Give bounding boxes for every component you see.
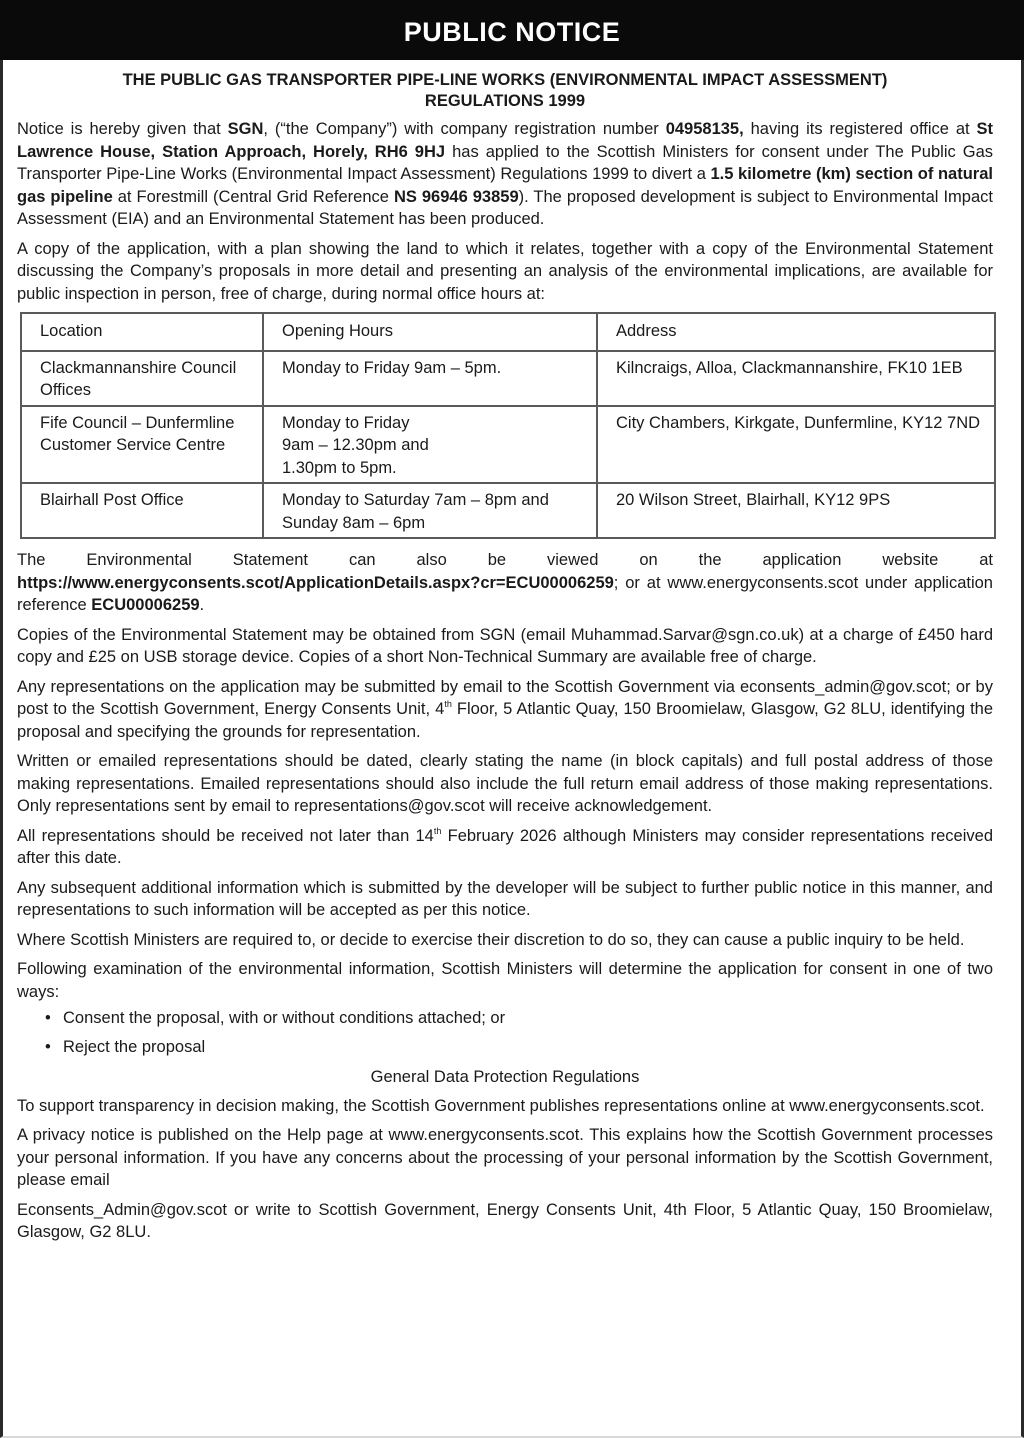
banner-title: PUBLIC NOTICE [403,16,621,47]
table-row [21,406,995,484]
address-cell: City Chambers, Kirkgate, Dunfermline, KY12 7ND [597,406,995,484]
determination-paragraph: Following examination of the environmental information, Scottish Ministers will determine the application for consent in one of two ways: [17,960,993,1001]
intro-text: ). The proposed development is subject to Environmental Impact Assessment (EIA) and an Environmental Statement has been produced. [17,187,993,228]
deadline-text: All representations should be received not later than 14 [17,826,434,845]
ordinal-suffix: th [433,825,442,836]
representations-text: Floor, 5 Atlantic Quay, 150 Broomielaw, Glasgow, G2 8LU, identifying the proposal and specifying the grounds for representation. [17,700,994,741]
option-text: Reject the proposal [63,1037,206,1056]
registration-number: 04958135, [665,120,744,138]
table-row [21,483,995,538]
transparency-paragraph: To support transparency in decision making, the Scottish Government publishes representations online at www.energyconsents.scot. [17,1096,985,1115]
table-header-row [21,313,995,351]
representations-paragraph [17,676,993,744]
hours-cell: Monday to Saturday 7am – 8pm and Sunday 8am – 6pm [263,483,597,538]
intro-text: , (“the Company”) with company registration number [263,120,666,138]
grid-reference: NS 96946 93859 [393,187,519,206]
hours-line: 9am – 12.30pm and [282,436,429,454]
column-header-location: Location [21,313,263,351]
hours-line: Monday to Friday [282,413,410,432]
deadline-paragraph [17,825,993,870]
privacy-notice-paragraph: A privacy notice is published on the Help page at www.energyconsents.scot. This explains how the Scottish Government processes your personal information. If you have any concerns about the processing of your personal information by the Scottish Government, please email [17,1126,993,1189]
deadline-text: February 2026 although Ministers may consider representations received after this date. [17,826,993,867]
public-inquiry-paragraph: Where Scottish Ministers are required to, or decide to exercise their discretion to do so, they can cause a public inquiry to be held. [17,930,965,949]
location-cell: Blairhall Post Office [21,483,263,538]
notice-body [3,70,1021,1244]
address-cell: Kilncraigs, Alloa, Clackmannanshire, FK10 1EB [597,351,995,406]
project-description: 1.5 kilometre (km) section of natural gas pipeline [17,165,993,206]
hours-line: 1.30pm to 5pm. [282,458,397,477]
copy-availability-paragraph: A copy of the application, with a plan showing the land to which it relates, together with a copy of the Environmental Statement discussing the Company’s proposals in more detail and presenting an analysis of the environmental implications, are available for public inspection in person, free of charge, during normal office hours at: [17,239,993,303]
column-header-address: Address [597,313,995,351]
gdpr-heading: General Data Protection Regulations [370,1068,640,1086]
column-header-opening-hours: Opening Hours [263,313,597,351]
intro-text: has applied to the Scottish Ministers for consent under The Public Gas Transporter Pipe-Line Works (Environmental Impact Assessment) Regulations 1999 to divert a [17,142,994,183]
list-item [45,1007,993,1030]
intro-text: Notice is hereby given that [17,120,228,138]
inspection-locations-table [20,312,996,539]
website-text: ; or at www.energyconsents.scot under application reference [17,573,993,614]
intro-text: having its registered office at [743,120,977,138]
location-cell: Fife Council – Dunfermline Customer Service Centre [21,406,263,484]
company-name: SGN [227,120,264,138]
notice-banner [0,0,1024,60]
bullet-icon: • [45,1037,51,1056]
location-cell: Clackmannanshire Council Offices [21,351,263,406]
website-text: . [199,596,205,614]
hours-cell [263,406,597,484]
bullet-icon: • [45,1009,51,1027]
option-text: Consent the proposal, with or without conditions attached; or [63,1009,506,1027]
determination-options-list [17,1007,993,1058]
website-paragraph [17,549,993,617]
table-row [21,351,995,406]
application-reference: ECU00006259 [91,596,200,614]
regulations-title: THE PUBLIC GAS TRANSPORTER PIPE-LINE WORKS (ENVIRONMENTAL IMPACT ASSESSMENT) REGULATIONS 1999 [122,71,888,110]
hours-cell: Monday to Friday 9am – 5pm. [263,351,597,406]
representations-text: Any representations on the application may be submitted by email to the Scottish Government via econsents_admin@gov.scot; or by post to the Scottish Government, Energy Consents Unit, 4 [17,677,993,718]
address-cell: 20 Wilson Street, Blairhall, KY12 9PS [597,483,995,538]
written-representations-paragraph: Written or emailed representations should be dated, clearly stating the name (in block capitals) and full postal address of those making representations. Emailed representations should also include the full return email address of those making representations. Only representations sent by email to representations@gov.scot will receive acknowledgement. [17,752,993,815]
application-url-link[interactable]: https://www.energyconsents.scot/ApplicationDetails.aspx?cr=ECU00006259 [17,573,614,592]
intro-paragraph [17,118,993,231]
list-item [45,1036,993,1059]
intro-text: at Forestmill (Central Grid Reference [112,187,394,206]
contact-paragraph: Econsents_Admin@gov.scot or write to Scottish Government, Energy Consents Unit, 4th Floor, 5 Atlantic Quay, 150 Broomielaw, Glasgow, G2 8LU. [17,1200,993,1241]
website-text: The Environmental Statement can also be viewed on the application website at [17,551,993,569]
copies-paragraph: Copies of the Environmental Statement may be obtained from SGN (email Muhammad.Sarvar@sgn.co.uk) at a charge of £450 hard copy and £25 on USB storage device. Copies of a short Non-Technical Summary are available free of charge. [17,625,993,666]
registered-office: St Lawrence House, Station Approach, Horely, RH6 9HJ [17,120,993,161]
subsequent-information-paragraph: Any subsequent additional information which is submitted by the developer will be subject to further public notice in this manner, and representations to such information will be accepted as per this notice. [17,878,993,919]
ordinal-suffix: th [444,699,452,709]
